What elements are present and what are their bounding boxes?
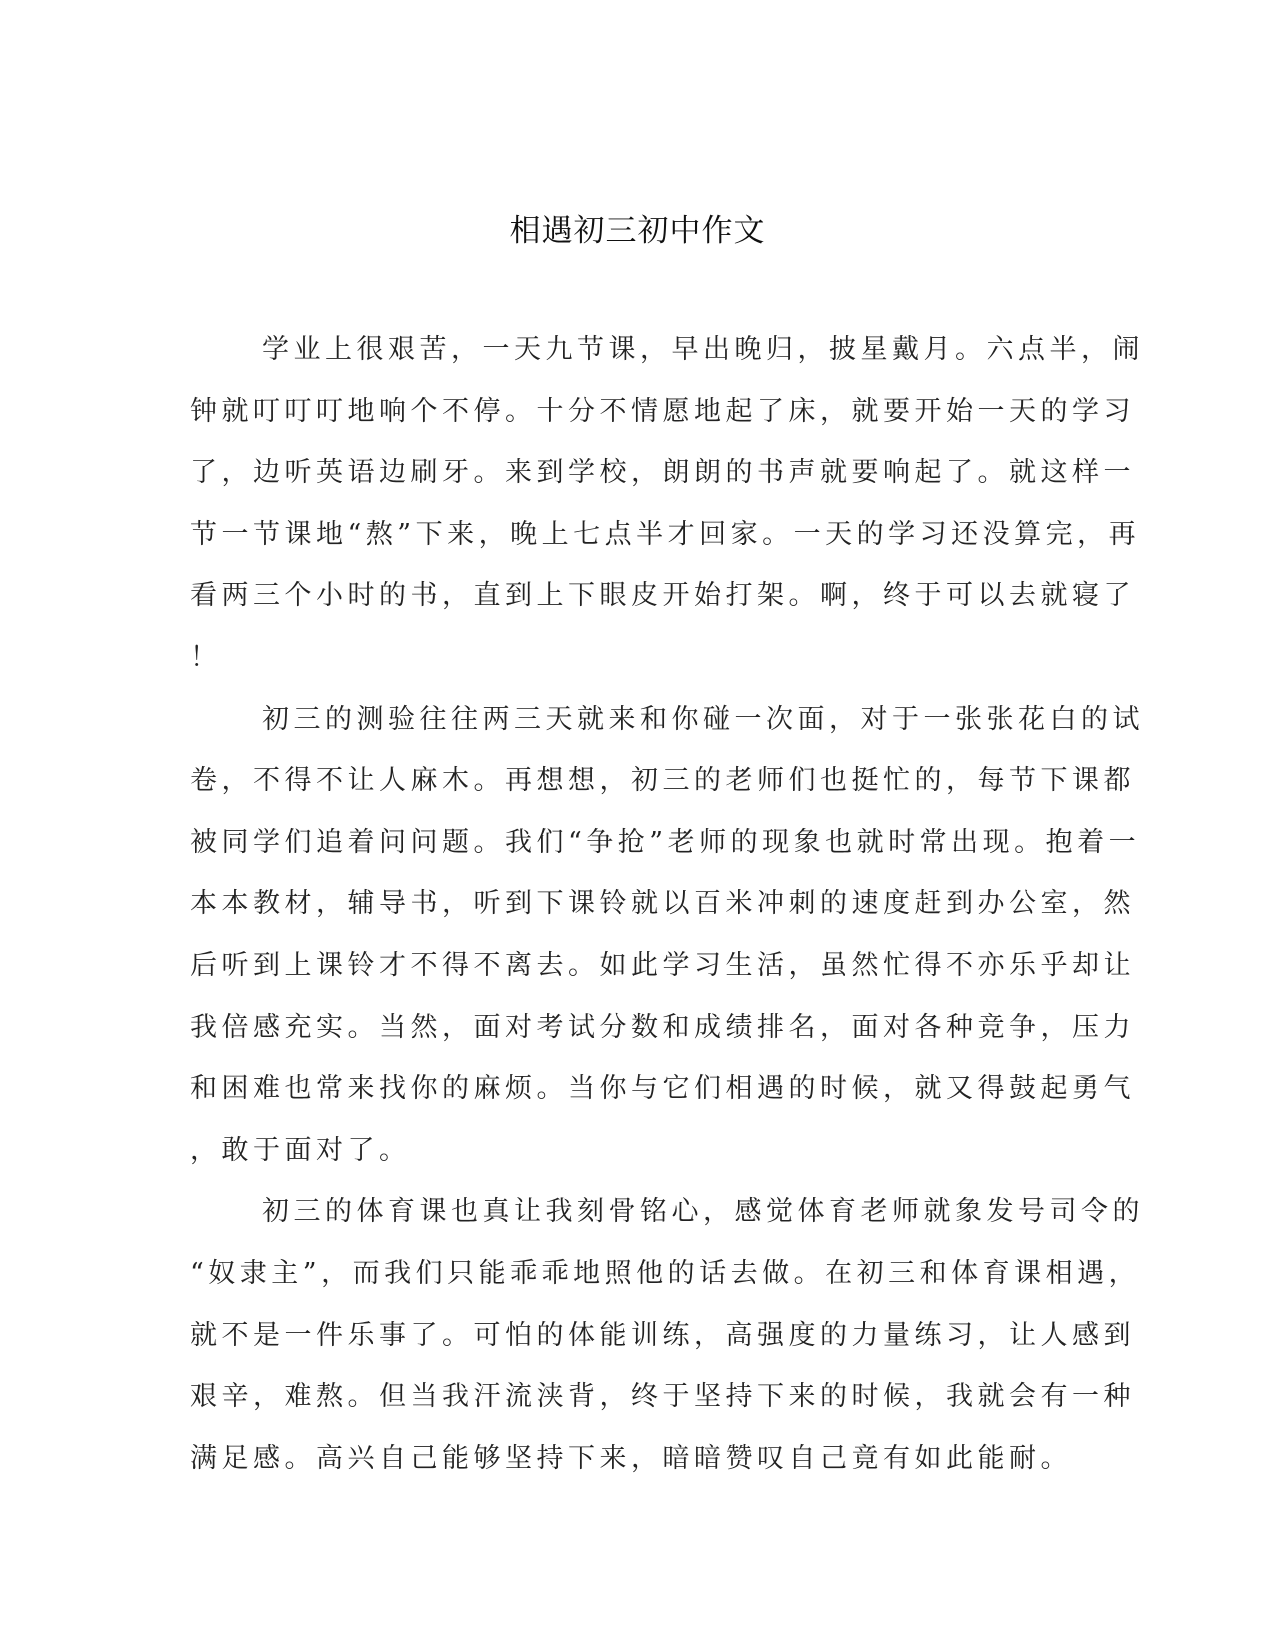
paragraph-2-line-4: 本本教材，辅导书，听到下课铃就以百米冲刺的速度赶到办公室，然 [190,888,1135,920]
paragraph-2-line-1: 初三的测验往往两三天就来和你碰一次面，对于一张张花白的试 [262,703,1144,735]
paragraph-2-line-7: 和困难也常来找你的麻烦。当你与它们相遇的时候，就又得鼓起勇气 [190,1073,1135,1105]
paragraph-1-line-5: 看两三个小时的书，直到上下眼皮开始打架。啊，终于可以去就寝了 [190,580,1135,612]
paragraph-3-line-2: “奴隶主”，而我们只能乖乖地照他的话去做。在初三和体育课相遇， [190,1257,1141,1289]
paragraph-1-line-2: 钟就叮叮叮地响个不停。十分不情愿地起了床，就要开始一天的学习 [190,395,1135,427]
paragraph-3-line-1: 初三的体育课也真让我刻骨铭心，感觉体育老师就象发号司令的 [262,1196,1144,1228]
paragraph-3-line-5: 满足感。高兴自己能够坚持下来，暗暗赞叹自己竟有如此能耐。 [190,1442,1072,1474]
paragraph-2-line-6: 我倍感充实。当然，面对考试分数和成绩排名，面对各种竞争，压力 [190,1011,1135,1043]
paragraph-1-line-4: 节一节课地“熬”下来，晚上七点半才回家。一天的学习还没算完，再 [190,518,1141,550]
paragraph-2-line-8: ，敢于面对了。 [190,1134,411,1166]
paragraph-2-line-2: 卷，不得不让人麻木。再想想，初三的老师们也挺忙的，每节下课都 [190,765,1135,797]
paragraph-3-line-4: 艰辛，难熬。但当我汗流浃背，终于坚持下来的时候，我就会有一种 [190,1381,1135,1413]
paragraph-1-line-1: 学业上很艰苦，一天九节课，早出晚归，披星戴月。六点半，闹 [262,334,1144,365]
paragraph-1-line-6: ！ [190,641,222,673]
document-body [190,330,1144,1500]
paragraph-2-line-5: 后听到上课铃才不得不离去。如此学习生活，虽然忙得不亦乐乎却让 [190,949,1135,981]
paragraph-1-line-3: 了，边听英语边刷牙。来到学校，朗朗的书声就要响起了。就这样一 [190,457,1135,489]
document-title: 相遇初三初中作文 [509,213,766,249]
paragraph-2-line-3: 被同学们追着问问题。我们“争抢”老师的现象也就时常出现。抱着一 [190,826,1141,858]
paragraph-3-line-3: 就不是一件乐事了。可怕的体能训练，高强度的力量练习，让人感到 [190,1319,1135,1351]
